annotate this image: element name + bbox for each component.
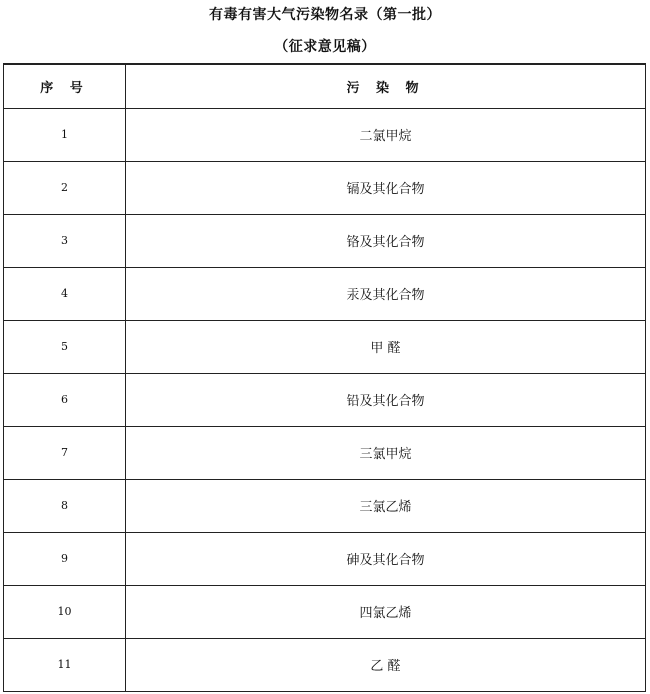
header-number: 序 号 (4, 64, 126, 108)
table-row (4, 161, 646, 214)
row-pollutant: 二氯甲烷 (126, 108, 646, 161)
table-row (4, 267, 646, 320)
row-number: 7 (4, 426, 126, 479)
row-number: 3 (4, 214, 126, 267)
row-number: 5 (4, 320, 126, 373)
header-pollutant: 污 染 物 (126, 64, 646, 108)
row-pollutant: 镉及其化合物 (126, 161, 646, 214)
row-number: 8 (4, 479, 126, 532)
row-number: 11 (4, 638, 126, 691)
row-pollutant: 甲 醛 (126, 320, 646, 373)
row-pollutant: 铬及其化合物 (126, 214, 646, 267)
table-row (4, 532, 646, 585)
document-title: 有毒有害大气污染物名录（第一批） (209, 7, 441, 23)
row-pollutant: 铅及其化合物 (126, 373, 646, 426)
table-row (4, 585, 646, 638)
pollutant-table (3, 63, 646, 692)
row-number: 10 (4, 585, 126, 638)
document-subtitle: （征求意见稿） (274, 39, 376, 55)
row-pollutant: 四氯乙烯 (126, 585, 646, 638)
row-pollutant: 乙 醛 (126, 638, 646, 691)
table-row (4, 479, 646, 532)
row-pollutant: 三氯甲烷 (126, 426, 646, 479)
row-number: 4 (4, 267, 126, 320)
table-row (4, 320, 646, 373)
row-number: 6 (4, 373, 126, 426)
row-pollutant: 砷及其化合物 (126, 532, 646, 585)
row-pollutant: 三氯乙烯 (126, 479, 646, 532)
table-row (4, 373, 646, 426)
row-pollutant: 汞及其化合物 (126, 267, 646, 320)
table-header-row (4, 64, 646, 108)
table-row (4, 426, 646, 479)
table-row (4, 214, 646, 267)
row-number: 9 (4, 532, 126, 585)
table-row (4, 108, 646, 161)
row-number: 2 (4, 161, 126, 214)
table-row (4, 638, 646, 691)
row-number: 1 (4, 108, 126, 161)
